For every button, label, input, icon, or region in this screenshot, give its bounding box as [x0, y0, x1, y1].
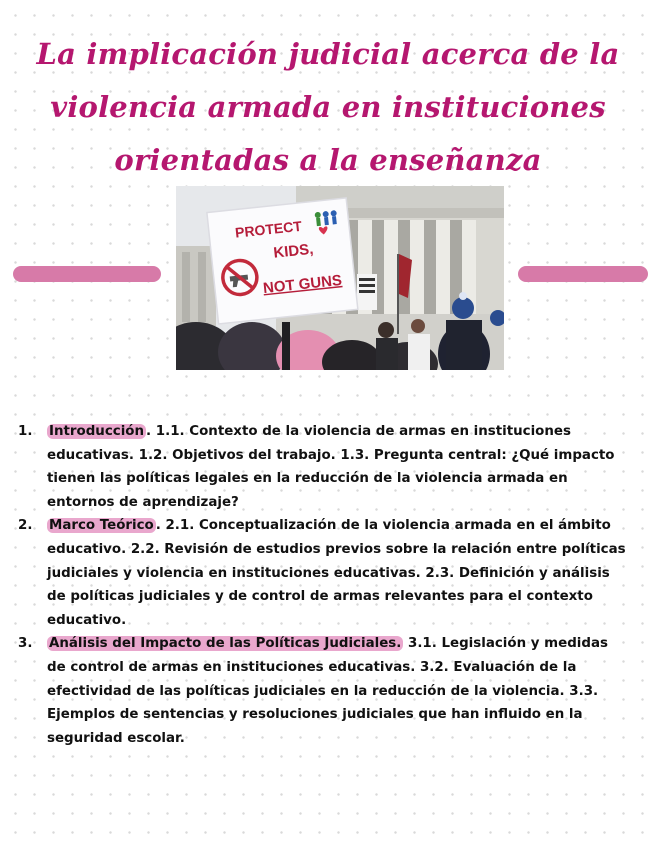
outline-item-heading: Análisis del Impacto de las Políticas Judiciales.	[49, 636, 402, 652]
decorative-divider-left	[13, 266, 161, 282]
outline-item-marco-teorico	[18, 514, 628, 632]
decorative-divider-right	[518, 266, 648, 282]
outline-item-text: 3.1. Legislación y medidas de control de armas en instituciones educativas. 3.2. Evaluación de la efectividad de las políticas judiciales en la reducción de la violencia. 3.3. Ejemplos de sentencias y resoluciones judiciales que han influido en la seguridad escolar.	[47, 636, 608, 746]
sign-line-1: PROTECT	[234, 217, 303, 241]
sign-line-3: NOT GUNS	[262, 271, 343, 298]
outline-list	[18, 420, 628, 750]
outline-item-introduccion	[18, 420, 628, 514]
outline-item-analisis	[18, 632, 628, 750]
protest-photo-illustration	[176, 186, 504, 370]
outline-item-text: . 2.1. Conceptualización de la violencia armada en el ámbito educativo. 2.2. Revisión de estudios previos sobre la relación entre políticas judiciales y violencia en instituciones educativas. 2.3. Definición y análisis de políticas judiciales y de control de armas relevantes para el contexto educativo.	[47, 518, 626, 628]
sign-line-2: KIDS,	[272, 240, 315, 262]
protest-photo	[176, 186, 504, 370]
outline-item-heading: Introducción	[49, 424, 145, 439]
page-title: La implicación judicial acerca de la violencia armada en instituciones orientadas a la enseñanza	[36, 37, 620, 177]
outline-item-text: . 1.1. Contexto de la violencia de armas en instituciones educativas. 1.2. Objetivos del trabajo. 1.3. Pregunta central: ¿Qué impacto tienen las políticas legales en la reducción de la violencia armada en entornos de aprendizaje?	[47, 424, 615, 510]
outline-item-heading: Marco Teórico	[49, 518, 154, 534]
outline-item-number: 2.	[18, 518, 33, 534]
outline-item-number: 3.	[18, 636, 33, 652]
outline-item-number: 1.	[18, 424, 33, 439]
